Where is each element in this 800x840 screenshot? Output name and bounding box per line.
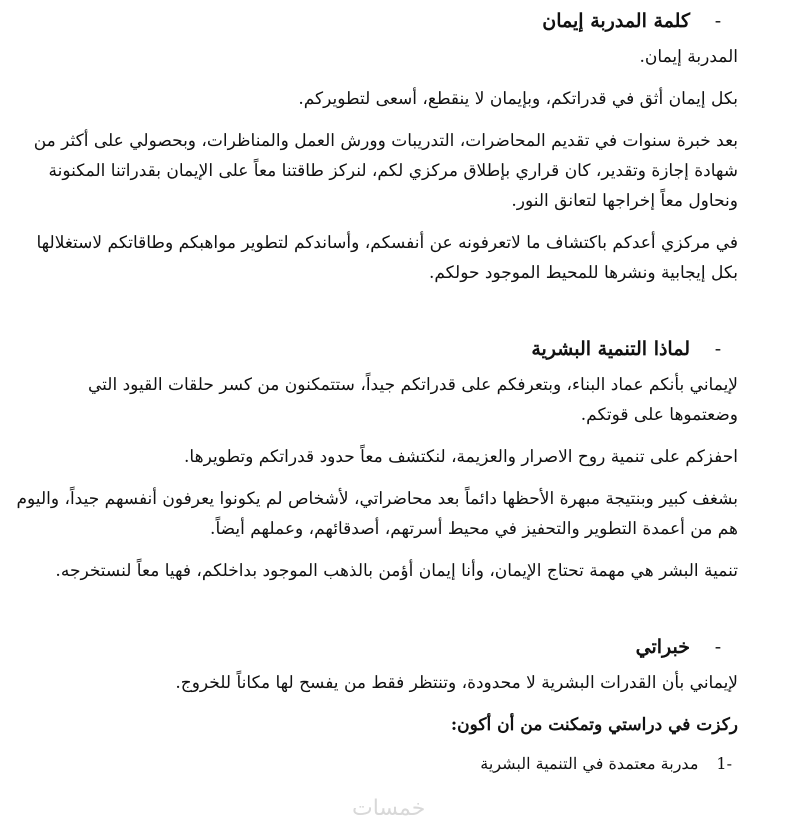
qualification-list	[14, 750, 738, 778]
paragraph: لإيماني بأنكم عماد البناء، وبتعرفكم على قدراتكم جيداً، ستتمكنون من كسر حلقات القيود التي وضعتموها على قوتكم.	[88, 375, 738, 425]
heading-title: كلمة المدربة إيمان	[542, 10, 690, 32]
heading-title: لماذا التنمية البشرية	[531, 338, 690, 360]
paragraph: لإيماني بأن القدرات البشرية لا محدودة، وتنتظر فقط من يفسح لها مكاناً للخروج.	[175, 673, 738, 693]
paragraph: تنمية البشر هي مهمة تحتاج الإيمان، وأنا إيمان أؤمن بالذهب الموجود بداخلكم، فهيا معاً لنستخرجه.	[55, 561, 738, 581]
watermark-logo: خمسات	[352, 796, 426, 821]
section-heading-coach-word	[14, 0, 738, 42]
heading-dash: -	[714, 338, 722, 360]
paragraph: بكل إيمان أثق في قدراتكم، وبإيمان لا ينقطع، أسعى لتطويركم.	[298, 89, 738, 109]
heading-dash: -	[714, 10, 722, 32]
heading-dash: -	[714, 636, 722, 658]
paragraph: بعد خبرة سنوات في تقديم المحاضرات، التدريبات وورش العمل والمناظرات، وبحصولي على أكثر من شهادة إجازة وتقدير، كان قراري بإطلاق مركزي لكم، لنركز طاقتنا معاً على الإيمان بقدراتنا المكنونة ونحاول معاً إخراجها لتعانق النور.	[33, 131, 738, 211]
list-item	[14, 750, 738, 778]
paragraph: المدربة إيمان.	[639, 47, 738, 67]
list-text: مدربة معتمدة في التنمية البشرية	[480, 754, 699, 773]
paragraph: بشغف كبير وبنتيجة مبهرة الأحظها دائماً بعد محاضراتي، لأشخاص لم يكونوا يعرفون أنفسهم جيداً، واليوم هم من أعمدة التطوير والتحفيز في محيط أسرتهم، أصدقائهم، وعملهم أيضاً.	[16, 489, 738, 539]
list-number: -1	[716, 754, 732, 773]
heading-title: خبراتي	[635, 636, 690, 658]
paragraph: احفزكم على تنمية روح الاصرار والعزيمة، لنكتشف معاً حدود قدراتكم وتطويرها.	[184, 447, 738, 467]
section-heading-experience	[14, 626, 738, 668]
sub-heading: ركزت في دراستي وتمكنت من أن أكون:	[450, 715, 738, 735]
section-heading-why-development	[14, 328, 738, 370]
paragraph: في مركزي أعدكم باكتشاف ما لاتعرفونه عن أنفسكم، وأساندكم لتطوير مواهبكم وطاقاتكم لاستغلالها بكل إيجابية ونشرها للمحيط الموجود حولكم.	[36, 233, 738, 283]
